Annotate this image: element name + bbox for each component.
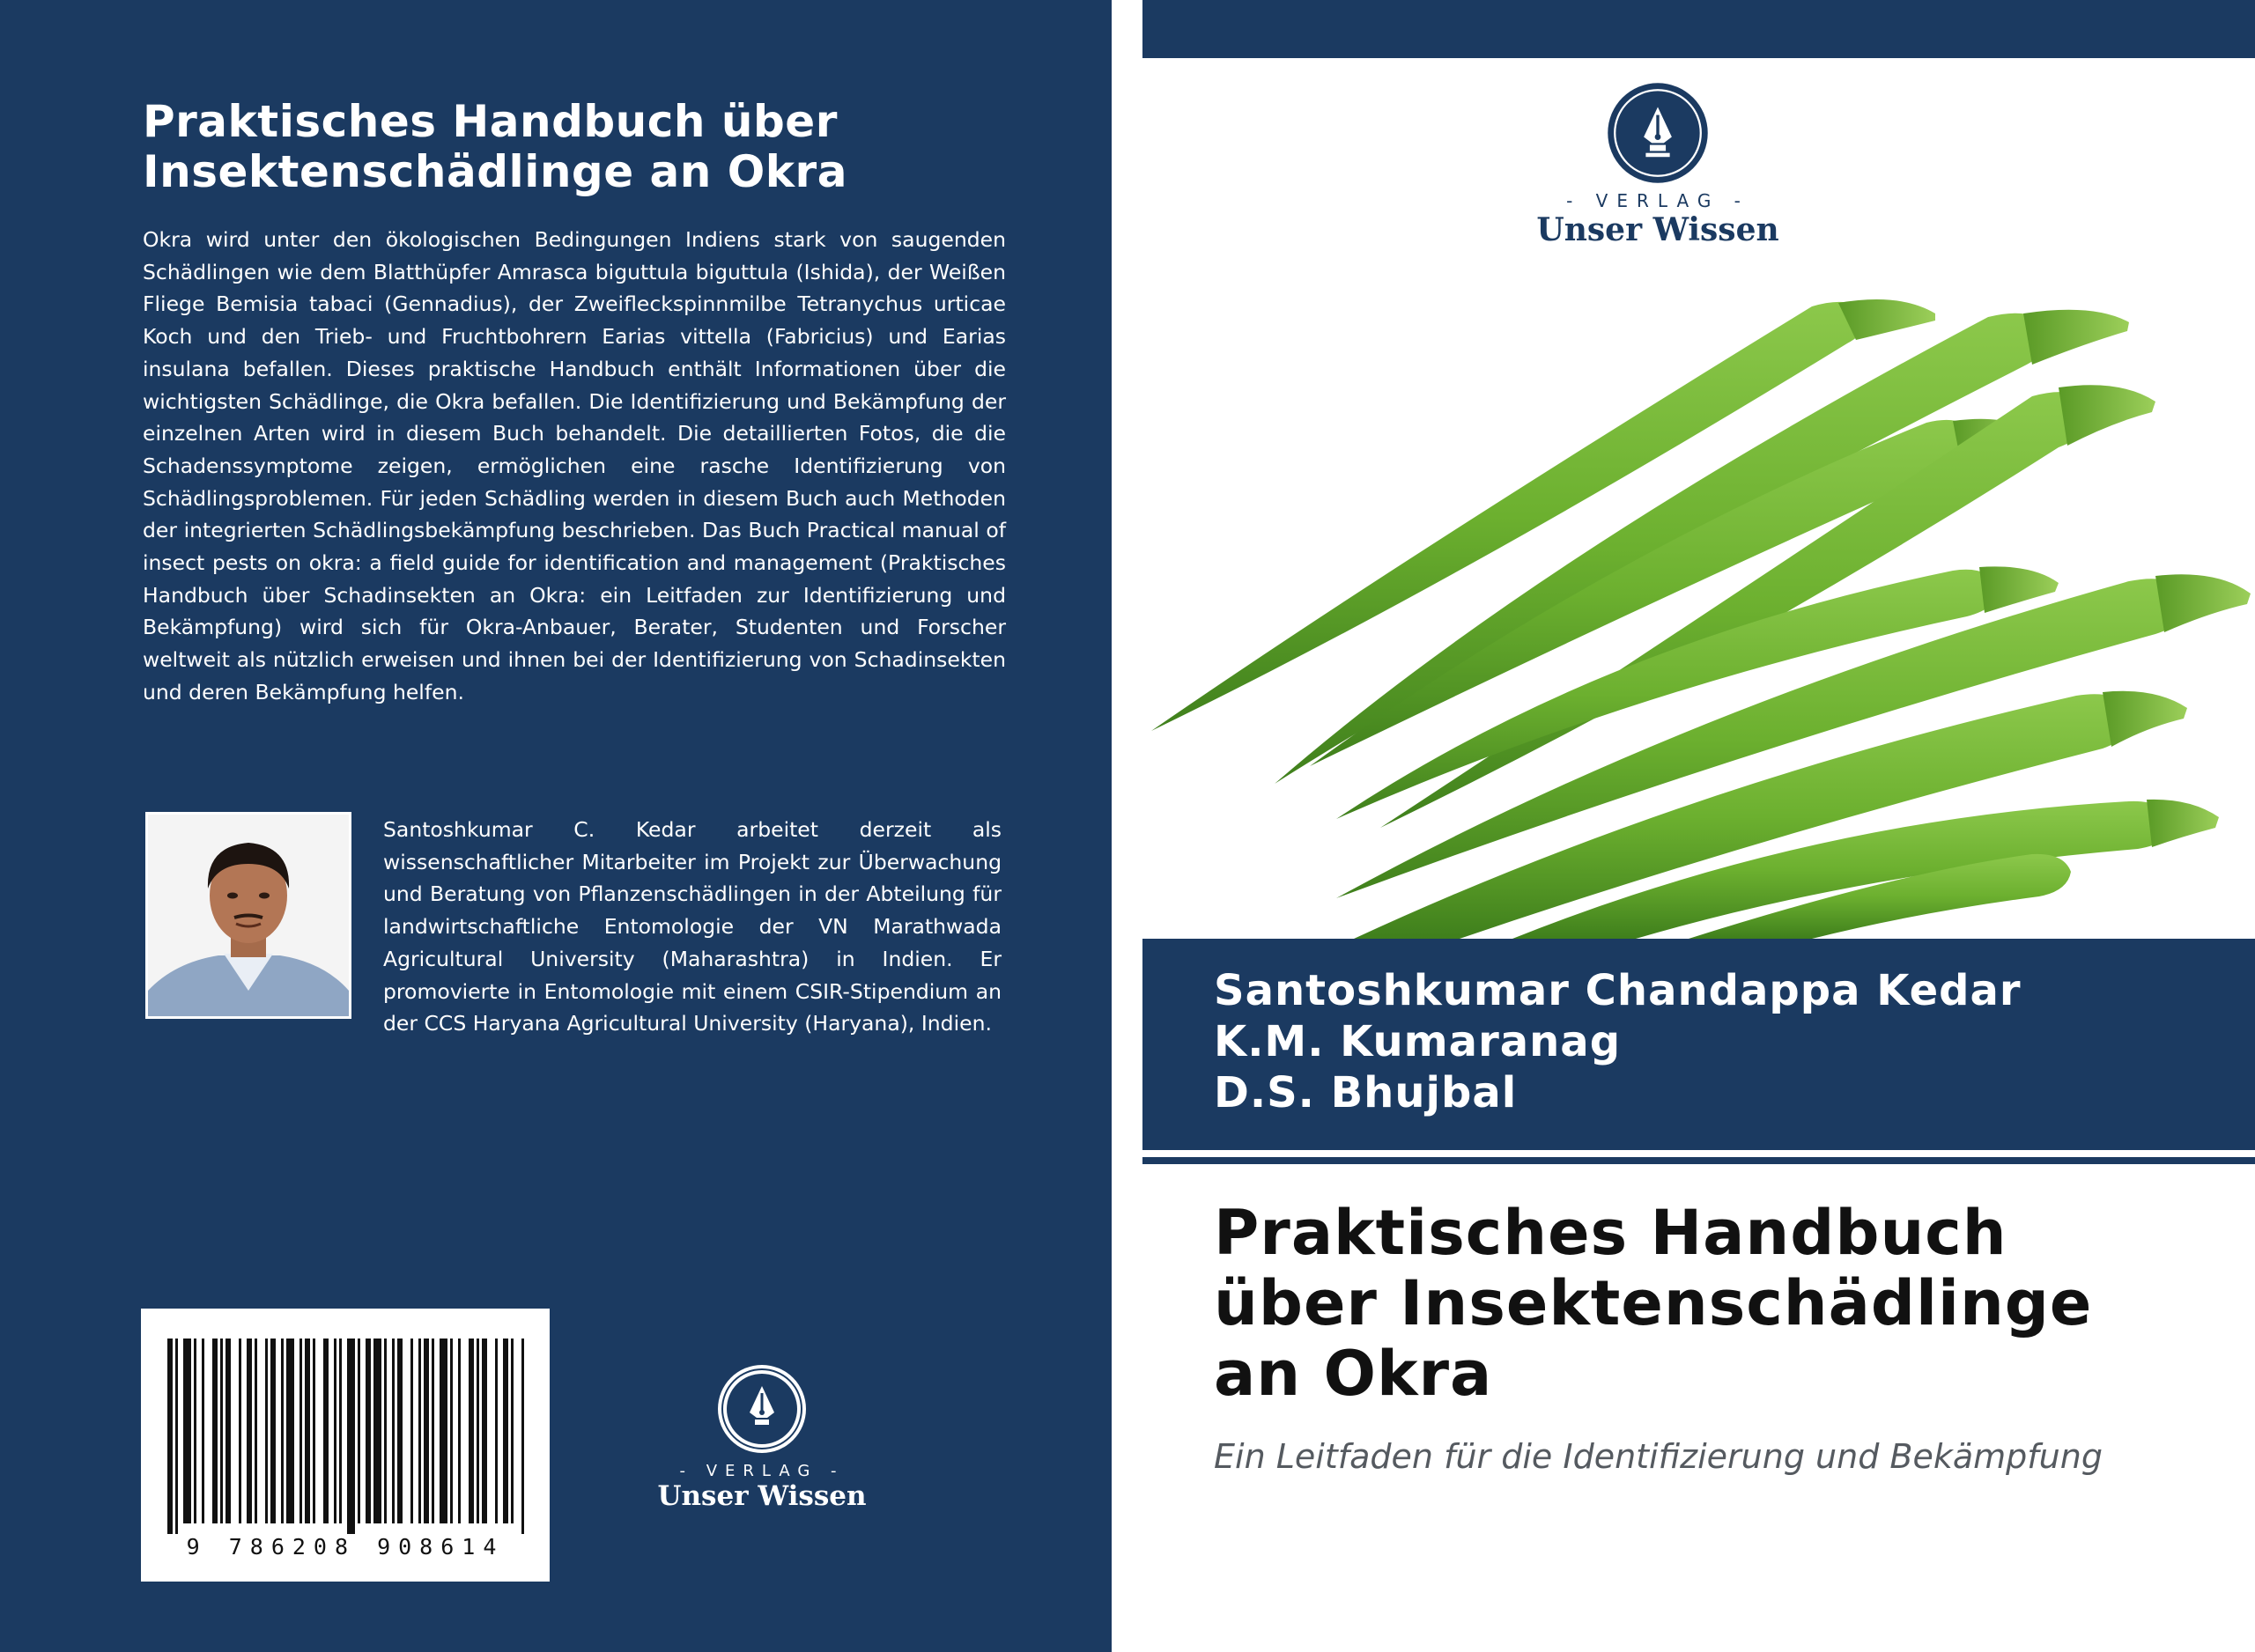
okra-pods-image (1142, 291, 2255, 939)
publisher-verlag-label-front: - VERLAG - (1566, 190, 1749, 211)
front-title-line-1: Praktisches Handbuch (1214, 1197, 2007, 1269)
barcode-bar (418, 1339, 421, 1523)
barcode-bar (313, 1339, 315, 1523)
publisher-logo-front (1530, 81, 1786, 257)
barcode-bar (220, 1339, 223, 1523)
front-title-line-2: über Insektenschädlinge (1214, 1267, 2093, 1339)
barcode-bar (286, 1339, 294, 1523)
barcode-bar (183, 1339, 191, 1523)
back-cover-blurb: Okra wird unter den ökologischen Bedingungen Indiens stark von saugenden Schädlingen wie dem Blatthüpfer Amrasca biguttula biguttula (Ishida), der Weißen Fliege Bemisia tabaci (Gennadius), der Zweifleckspinnmilbe Tetranychus urticae Koch und den Trieb- und Fruchtbohrern Earias vittella (Fabricius) und Earias insulana befallen. Dieses praktische Handbuch enthält Informationen über die wichtigsten Schädlinge, die Okra befallen. Die Identifizierung und Bekämpfung der einzelnen Arten wird in diesem Buch behandelt. Die detaillierten Fotos, die die Schadenssymptome zeigen, ermöglichen eine rasche Identifizierung von Schädlingsproblemen. Für jeden Schädling werden in diesem Buch auch Methoden der integrierten Schädlingsbekämpfung beschrieben. Das Buch Practical manual of insect pests on okra: a field guide for identification and management (Praktisches Handbuch über Schadinsekten an Okra: ein Leitfaden zur Identifizierung und Bekämpfung) wird sich für Okra-Anbauer, Berater, Studenten und Forscher weltweit als nützlich erweisen und ihnen bei der Identifizierung von Schadinsekten und deren Bekämpfung helfen. (143, 227, 1006, 704)
barcode-bar (270, 1339, 276, 1523)
barcode-bar (477, 1339, 479, 1523)
spine-gap (1112, 0, 1142, 1652)
barcode-bar (265, 1339, 268, 1523)
barcode-bar (247, 1339, 252, 1523)
barcode-bar (432, 1339, 434, 1523)
barcode-bar (175, 1339, 178, 1534)
isbn-digits: 9 786208 908614 (186, 1534, 505, 1560)
barcode-bar (167, 1339, 173, 1534)
author-name-1: Santoshkumar Chandappa Kedar (1214, 966, 2022, 1015)
publisher-name-front: Unser Wissen (1536, 211, 1779, 248)
front-cover-title (1214, 1198, 2227, 1409)
barcode-bar (458, 1339, 461, 1523)
author-name-2: K.M. Kumaranag (1214, 1017, 1622, 1066)
barcode-bar (482, 1339, 487, 1523)
barcode-bar (410, 1339, 413, 1523)
publisher-logo-back (652, 1363, 872, 1513)
fountain-pen-nib-icon (716, 1363, 808, 1455)
barcode-bar (440, 1339, 447, 1523)
barcode-bar (226, 1339, 231, 1523)
barcode-bar (305, 1339, 310, 1523)
publisher-name: Unser Wissen (657, 1480, 867, 1512)
back-cover-title (143, 97, 1006, 197)
front-divider-rule (1142, 1157, 2255, 1164)
barcode-bar (511, 1339, 514, 1523)
barcode-bar (373, 1339, 381, 1523)
barcode-bar (334, 1339, 336, 1523)
author-bio: Santoshkumar C. Kedar arbeitet derzeit als wissenschaftlicher Mitarbeiter im Projekt zur Überwachung und Beratung von Pflanzenschädlingen in der Abteilung für landwirtschaftliche Entomologie der VN Marathwada Agricultural University (Maharashtra) in Indien. Er promovierte in Entomologie mit einem CSIR-Stipendium an der CCS Haryana Agricultural University (Haryana), Indien. (383, 817, 1002, 1036)
barcode-bar (347, 1339, 355, 1534)
barcode-bar (450, 1339, 453, 1523)
barcode-bar (469, 1339, 474, 1523)
front-top-bar (1142, 0, 2255, 58)
barcode-bar (194, 1339, 196, 1523)
publisher-verlag-label: - VERLAG - (679, 1462, 845, 1480)
barcode-bar (358, 1339, 360, 1523)
author-photo (145, 812, 351, 1019)
barcode-icon (141, 1309, 550, 1534)
back-cover (0, 0, 1112, 1652)
barcode-bar (503, 1339, 508, 1523)
barcode-bar (299, 1339, 302, 1523)
barcode-bar (397, 1339, 403, 1523)
barcode-bar (255, 1339, 257, 1523)
barcode-bar (366, 1339, 371, 1523)
author-portrait-icon (148, 815, 349, 1016)
isbn-barcode (141, 1309, 550, 1582)
front-title-line-3: an Okra (1214, 1338, 1493, 1410)
barcode-bar (495, 1339, 498, 1523)
barcode-bar (424, 1339, 429, 1523)
barcode-bar (392, 1339, 395, 1523)
barcode-bar (521, 1339, 524, 1534)
back-title-line-2: Insektenschädlinge an Okra (143, 146, 847, 197)
front-cover-subtitle: Ein Leitfaden für die Identifizierung und Bekämpfung (1214, 1437, 2103, 1476)
front-cover (1142, 0, 2255, 1652)
barcode-bar (212, 1339, 218, 1523)
barcode-bar (202, 1339, 204, 1523)
barcode-bar (281, 1339, 284, 1523)
barcode-bar (239, 1339, 241, 1523)
fountain-pen-nib-icon (1606, 81, 1710, 185)
author-name-3: D.S. Bhujbal (1214, 1068, 1518, 1117)
authors-band (1142, 939, 2255, 1150)
barcode-bar (339, 1339, 342, 1523)
barcode-bar (323, 1339, 329, 1523)
back-title-line-1: Praktisches Handbuch über (143, 96, 838, 147)
barcode-bar (384, 1339, 387, 1523)
